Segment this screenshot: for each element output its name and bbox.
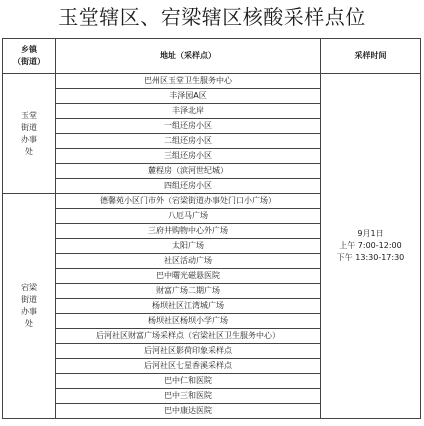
header-address: 地址（采样点）: [56, 39, 321, 74]
address-cell: 后河社区七星香溪采样点: [56, 359, 321, 374]
sampling-schedule-table: [2, 38, 421, 419]
address-cell: 麓程房（滨河世纪城）: [56, 164, 321, 179]
township-cell: [3, 74, 56, 194]
page-title: 玉堂辖区、宕梁辖区核酸采样点位: [58, 5, 366, 29]
address-cell: 巴中仁和医院: [56, 374, 321, 389]
address-cell: 巴中三和医院: [56, 389, 321, 404]
address-cell: 丰泽北岸: [56, 104, 321, 119]
address-cell: 德馨苑小区门市外（宕梁街道办事处门口小广场）: [56, 194, 321, 209]
time-date: 9月1日: [357, 229, 384, 238]
address-cell: 后河社区财富广场采样点（宕梁社区卫生服务中心）: [56, 329, 321, 344]
township-cell: [3, 194, 56, 419]
address-cell: 后河社区影荷印象采样点: [56, 344, 321, 359]
header-township: 乡镇 （街道）: [3, 39, 56, 74]
address-cell: 三府井购物中心外广场: [56, 224, 321, 239]
address-cell: 社区活动广场: [56, 254, 321, 269]
address-cell: 太阳广场: [56, 239, 321, 254]
address-cell: 杨坝社区江湾城广场: [56, 299, 321, 314]
address-cell: 八厄马广场: [56, 209, 321, 224]
address-cell: 一组还房小区: [56, 119, 321, 134]
time-morning: 上午 7:00-12:00: [339, 241, 402, 250]
address-cell: 三组还房小区: [56, 149, 321, 164]
address-cell: 四组还房小区: [56, 179, 321, 194]
address-cell: 丰泽园A区: [56, 89, 321, 104]
address-cell: 巴中康达医院: [56, 404, 321, 419]
table-row: [3, 74, 421, 89]
address-cell: 巴州区玉堂卫生服务中心: [56, 74, 321, 89]
time-afternoon: 下午 13:30-17:30: [336, 253, 405, 262]
header-time: 采样时间: [321, 39, 421, 74]
table-header-row: [3, 39, 421, 74]
sampling-time-cell: [321, 74, 421, 419]
township-name: 玉堂街道办事处: [21, 110, 37, 156]
address-cell: 财富广场二期广场: [56, 284, 321, 299]
address-cell: 巴中曙光磁悬医院: [56, 269, 321, 284]
township-name: 宕梁街道办事处: [21, 283, 37, 328]
address-cell: 二组还房小区: [56, 134, 321, 149]
table-body: [3, 74, 421, 419]
address-cell: 杨坝社区杨坝小学广场: [56, 314, 321, 329]
